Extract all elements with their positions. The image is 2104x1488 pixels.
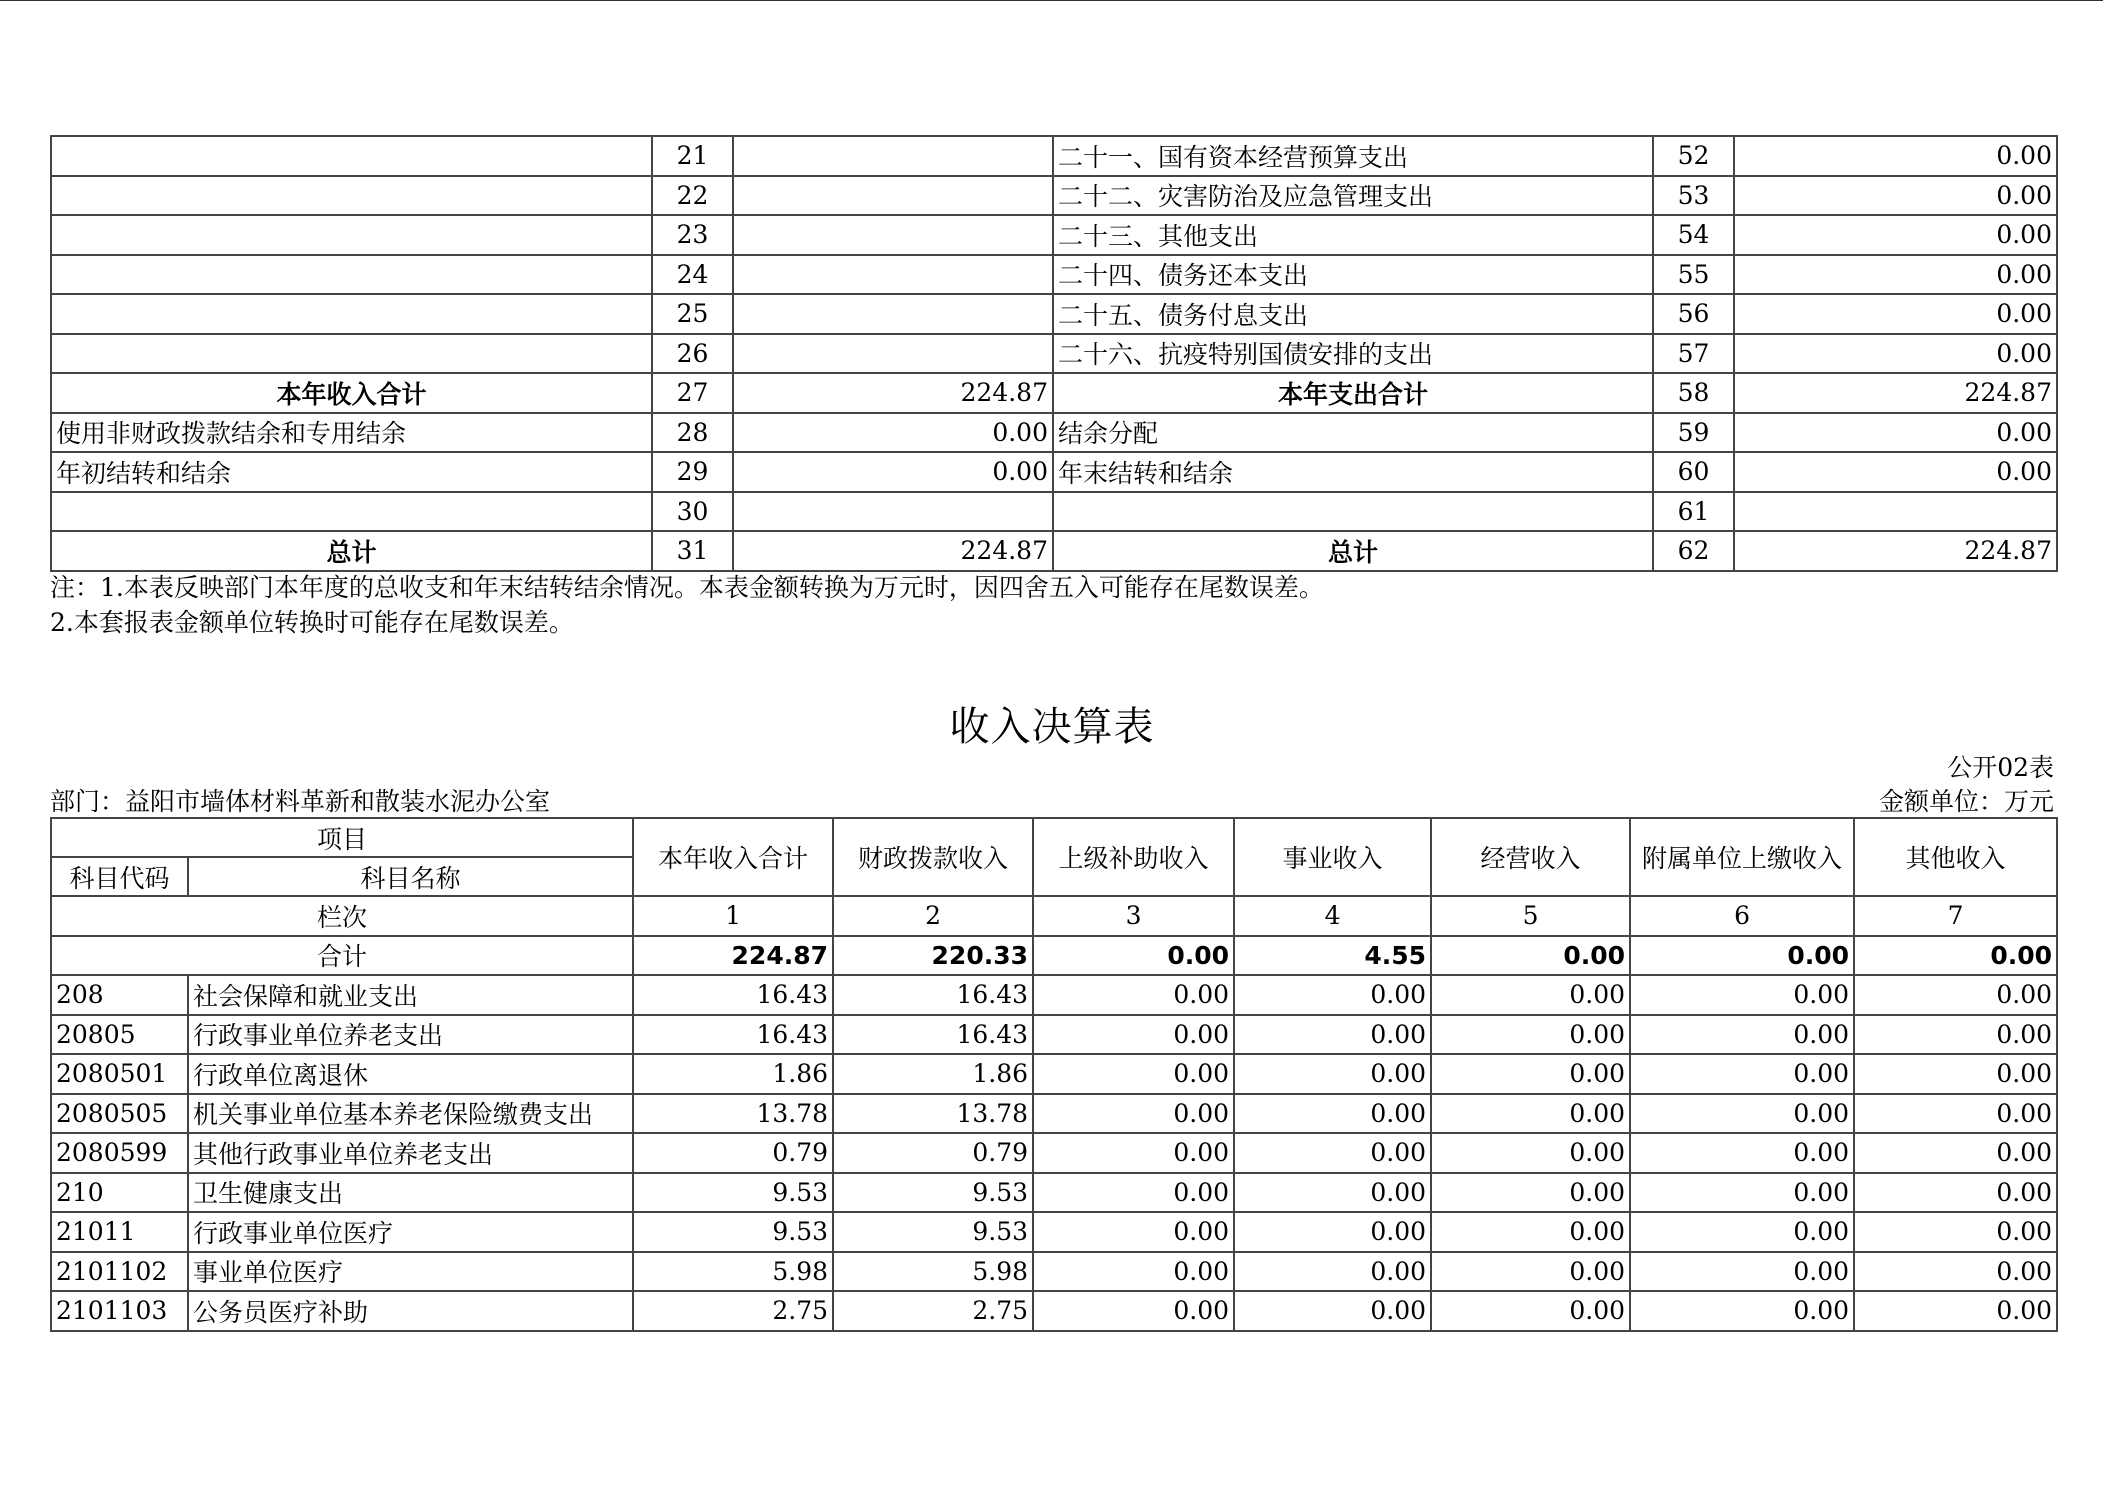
expense-item-label: 结余分配 — [1053, 413, 1653, 453]
subject-code: 208 — [51, 975, 188, 1015]
income-item-label — [51, 255, 652, 295]
expense-line-number: 59 — [1653, 413, 1734, 453]
expense-item-label: 二十一、国有资本经营预算支出 — [1053, 136, 1653, 176]
note-line-1: 注：1.本表反映部门本年度的总收支和年末结转结余情况。本表金额转换为万元时，因四舍五入可能存在尾数误差。 — [50, 573, 1324, 602]
amount-cell: 0.00 — [1033, 1015, 1234, 1055]
income-amount — [733, 136, 1053, 176]
subject-code: 2080505 — [51, 1094, 188, 1134]
amount-cell: 0.00 — [1854, 1054, 2057, 1094]
total-value: 0.00 — [1630, 936, 1854, 976]
header-col-4: 事业收入 — [1234, 818, 1431, 896]
summary-row — [51, 373, 2057, 413]
amount-cell: 0.00 — [1033, 1212, 1234, 1252]
subject-name: 其他行政事业单位养老支出 — [188, 1133, 633, 1173]
amount-cell: 0.00 — [1234, 1054, 1431, 1094]
total-value: 4.55 — [1234, 936, 1431, 976]
income-line-number: 27 — [652, 373, 733, 413]
income-line-number: 28 — [652, 413, 733, 453]
expense-line-number: 60 — [1653, 452, 1734, 492]
income-line-number: 24 — [652, 255, 733, 295]
col-number: 3 — [1033, 896, 1234, 936]
amount-cell: 1.86 — [833, 1054, 1033, 1094]
department-label: 部门：益阳市墙体材料革新和散装水泥办公室 — [50, 787, 551, 816]
amount-cell: 16.43 — [833, 975, 1033, 1015]
amount-cell: 2.75 — [833, 1291, 1033, 1331]
summary-row — [51, 492, 2057, 532]
col-number: 4 — [1234, 896, 1431, 936]
total-value: 220.33 — [833, 936, 1033, 976]
income-item-label: 总计 — [51, 531, 652, 571]
table-row — [51, 1015, 2057, 1055]
income-line-number: 29 — [652, 452, 733, 492]
amount-cell: 0.00 — [1431, 1054, 1630, 1094]
expense-amount: 224.87 — [1734, 531, 2057, 571]
income-amount — [733, 176, 1053, 216]
header-col-5: 经营收入 — [1431, 818, 1630, 896]
header-name: 科目名称 — [188, 857, 633, 896]
total-value: 0.00 — [1431, 936, 1630, 976]
header-col-6: 附属单位上缴收入 — [1630, 818, 1854, 896]
income-item-label — [51, 176, 652, 216]
summary-row — [51, 334, 2057, 374]
amount-cell: 0.00 — [1234, 1094, 1431, 1134]
amount-cell: 0.00 — [1033, 1173, 1234, 1213]
amount-cell: 0.00 — [1234, 1291, 1431, 1331]
income-item-label: 本年收入合计 — [51, 373, 652, 413]
income-line-number: 25 — [652, 294, 733, 334]
income-amount: 224.87 — [733, 531, 1053, 571]
amount-cell: 2.75 — [633, 1291, 833, 1331]
amount-cell: 9.53 — [633, 1212, 833, 1252]
expense-item-label: 二十三、其他支出 — [1053, 215, 1653, 255]
amount-cell: 0.00 — [1431, 975, 1630, 1015]
subject-code: 21011 — [51, 1212, 188, 1252]
subject-name: 行政事业单位医疗 — [188, 1212, 633, 1252]
amount-cell: 0.00 — [1630, 1054, 1854, 1094]
expense-amount: 0.00 — [1734, 176, 2057, 216]
table-row — [51, 1212, 2057, 1252]
income-item-label — [51, 334, 652, 374]
income-line-number: 22 — [652, 176, 733, 216]
header-project: 项目 — [51, 818, 633, 857]
expense-item-label: 二十四、债务还本支出 — [1053, 255, 1653, 295]
amount-cell: 0.00 — [1033, 1252, 1234, 1292]
expense-item-label: 二十二、灾害防治及应急管理支出 — [1053, 176, 1653, 216]
amount-cell: 0.00 — [1630, 1015, 1854, 1055]
total-row-label: 合计 — [51, 936, 633, 976]
expense-line-number: 57 — [1653, 334, 1734, 374]
subject-name: 公务员医疗补助 — [188, 1291, 633, 1331]
amount-cell: 0.00 — [1234, 1015, 1431, 1055]
income-amount: 224.87 — [733, 373, 1053, 413]
amount-cell: 0.00 — [1234, 1133, 1431, 1173]
col-number: 2 — [833, 896, 1033, 936]
income-item-label — [51, 294, 652, 334]
summary-row — [51, 215, 2057, 255]
amount-unit-label: 金额单位：万元 — [1878, 787, 2054, 816]
table-row — [51, 1094, 2057, 1134]
amount-cell: 0.79 — [833, 1133, 1033, 1173]
table-row — [51, 975, 2057, 1015]
amount-cell: 0.00 — [1854, 1252, 2057, 1292]
note-line-2: 2.本套报表金额单位转换时可能存在尾数误差。 — [50, 608, 574, 637]
amount-cell: 0.00 — [1033, 1054, 1234, 1094]
table-row — [51, 1252, 2057, 1292]
subject-name: 社会保障和就业支出 — [188, 975, 633, 1015]
amount-cell: 0.00 — [1033, 1291, 1234, 1331]
amount-cell: 5.98 — [633, 1252, 833, 1292]
expense-amount: 0.00 — [1734, 452, 2057, 492]
table-row — [51, 1291, 2057, 1331]
total-value: 224.87 — [633, 936, 833, 976]
expense-amount: 0.00 — [1734, 215, 2057, 255]
amount-cell: 9.53 — [833, 1212, 1033, 1252]
table-row — [51, 1133, 2057, 1173]
expense-line-number: 53 — [1653, 176, 1734, 216]
subject-name: 行政事业单位养老支出 — [188, 1015, 633, 1055]
col-number: 6 — [1630, 896, 1854, 936]
income-amount — [733, 215, 1053, 255]
expense-line-number: 55 — [1653, 255, 1734, 295]
header-col-1: 本年收入合计 — [633, 818, 833, 896]
income-line-number: 30 — [652, 492, 733, 532]
amount-cell: 0.00 — [1234, 1212, 1431, 1252]
expense-item-label: 总计 — [1053, 531, 1653, 571]
income-amount — [733, 255, 1053, 295]
expense-line-number: 62 — [1653, 531, 1734, 571]
amount-cell: 0.00 — [1854, 1212, 2057, 1252]
expense-item-label: 年末结转和结余 — [1053, 452, 1653, 492]
income-item-label: 使用非财政拨款结余和专用结余 — [51, 413, 652, 453]
amount-cell: 9.53 — [633, 1173, 833, 1213]
amount-cell: 16.43 — [633, 1015, 833, 1055]
subject-name: 卫生健康支出 — [188, 1173, 633, 1213]
amount-cell: 0.00 — [1854, 1173, 2057, 1213]
income-final-accounts-table — [50, 817, 2058, 1332]
expense-amount: 0.00 — [1734, 294, 2057, 334]
summary-row — [51, 255, 2057, 295]
amount-cell: 0.00 — [1431, 1173, 1630, 1213]
expense-item-label: 本年支出合计 — [1053, 373, 1653, 413]
header-col-index-label: 栏次 — [51, 896, 633, 936]
income-expense-summary-table — [50, 135, 2058, 572]
amount-cell: 0.00 — [1033, 975, 1234, 1015]
amount-cell: 0.00 — [1854, 1291, 2057, 1331]
amount-cell: 13.78 — [833, 1094, 1033, 1134]
expense-amount: 0.00 — [1734, 413, 2057, 453]
income-item-label — [51, 136, 652, 176]
summary-row — [51, 136, 2057, 176]
amount-cell: 0.00 — [1431, 1291, 1630, 1331]
expense-item-label: 二十六、抗疫特别国债安排的支出 — [1053, 334, 1653, 374]
income-amount — [733, 294, 1053, 334]
summary-table-body — [51, 136, 2057, 571]
income-table-header — [51, 818, 2057, 975]
expense-line-number: 52 — [1653, 136, 1734, 176]
expense-amount: 224.87 — [1734, 373, 2057, 413]
subject-code: 2101103 — [51, 1291, 188, 1331]
expense-item-label — [1053, 492, 1653, 532]
header-col-2: 财政拨款收入 — [833, 818, 1033, 896]
amount-cell: 16.43 — [633, 975, 833, 1015]
col-number: 7 — [1854, 896, 2057, 936]
form-number: 公开02表 — [1947, 753, 2054, 782]
summary-row — [51, 413, 2057, 453]
amount-cell: 9.53 — [833, 1173, 1033, 1213]
amount-cell: 0.00 — [1431, 1094, 1630, 1134]
report-title: 收入决算表 — [949, 704, 1155, 750]
col-number: 5 — [1431, 896, 1630, 936]
income-line-number: 21 — [652, 136, 733, 176]
amount-cell: 0.00 — [1630, 1212, 1854, 1252]
col-number: 1 — [633, 896, 833, 936]
subject-code: 20805 — [51, 1015, 188, 1055]
amount-cell: 0.00 — [1854, 975, 2057, 1015]
amount-cell: 0.00 — [1630, 1291, 1854, 1331]
amount-cell: 0.00 — [1234, 1173, 1431, 1213]
amount-cell: 0.00 — [1234, 975, 1431, 1015]
subject-code: 2080599 — [51, 1133, 188, 1173]
header-code: 科目代码 — [51, 857, 188, 896]
income-item-label — [51, 492, 652, 532]
subject-name: 机关事业单位基本养老保险缴费支出 — [188, 1094, 633, 1134]
total-value: 0.00 — [1854, 936, 2057, 976]
expense-line-number: 56 — [1653, 294, 1734, 334]
subject-code: 2080501 — [51, 1054, 188, 1094]
summary-row — [51, 452, 2057, 492]
summary-row — [51, 294, 2057, 334]
amount-cell: 0.00 — [1630, 975, 1854, 1015]
amount-cell: 0.00 — [1431, 1015, 1630, 1055]
income-line-number: 23 — [652, 215, 733, 255]
income-amount: 0.00 — [733, 452, 1053, 492]
table-row — [51, 1054, 2057, 1094]
expense-amount: 0.00 — [1734, 136, 2057, 176]
income-amount — [733, 492, 1053, 532]
income-amount: 0.00 — [733, 413, 1053, 453]
amount-cell: 0.00 — [1431, 1252, 1630, 1292]
amount-cell: 5.98 — [833, 1252, 1033, 1292]
amount-cell: 0.00 — [1630, 1133, 1854, 1173]
subject-code: 2101102 — [51, 1252, 188, 1292]
amount-cell: 0.00 — [1033, 1094, 1234, 1134]
table-row — [51, 1173, 2057, 1213]
total-value: 0.00 — [1033, 936, 1234, 976]
income-item-label — [51, 215, 652, 255]
amount-cell: 13.78 — [633, 1094, 833, 1134]
expense-line-number: 61 — [1653, 492, 1734, 532]
expense-amount: 0.00 — [1734, 334, 2057, 374]
summary-row — [51, 176, 2057, 216]
amount-cell: 0.00 — [1431, 1212, 1630, 1252]
expense-amount — [1734, 492, 2057, 532]
amount-cell: 0.79 — [633, 1133, 833, 1173]
income-item-label: 年初结转和结余 — [51, 452, 652, 492]
header-col-3: 上级补助收入 — [1033, 818, 1234, 896]
expense-item-label: 二十五、债务付息支出 — [1053, 294, 1653, 334]
amount-cell: 0.00 — [1431, 1133, 1630, 1173]
amount-cell: 0.00 — [1630, 1094, 1854, 1134]
amount-cell: 0.00 — [1630, 1252, 1854, 1292]
subject-name: 事业单位医疗 — [188, 1252, 633, 1292]
subject-name: 行政单位离退休 — [188, 1054, 633, 1094]
header-col-7: 其他收入 — [1854, 818, 2057, 896]
expense-line-number: 54 — [1653, 215, 1734, 255]
amount-cell: 0.00 — [1234, 1252, 1431, 1292]
income-line-number: 31 — [652, 531, 733, 571]
amount-cell: 1.86 — [633, 1054, 833, 1094]
income-table-body — [51, 975, 2057, 1331]
amount-cell: 0.00 — [1033, 1133, 1234, 1173]
expense-line-number: 58 — [1653, 373, 1734, 413]
amount-cell: 16.43 — [833, 1015, 1033, 1055]
expense-amount: 0.00 — [1734, 255, 2057, 295]
summary-row — [51, 531, 2057, 571]
income-line-number: 26 — [652, 334, 733, 374]
subject-code: 210 — [51, 1173, 188, 1213]
amount-cell: 0.00 — [1854, 1133, 2057, 1173]
income-amount — [733, 334, 1053, 374]
amount-cell: 0.00 — [1630, 1173, 1854, 1213]
amount-cell: 0.00 — [1854, 1094, 2057, 1134]
amount-cell: 0.00 — [1854, 1015, 2057, 1055]
